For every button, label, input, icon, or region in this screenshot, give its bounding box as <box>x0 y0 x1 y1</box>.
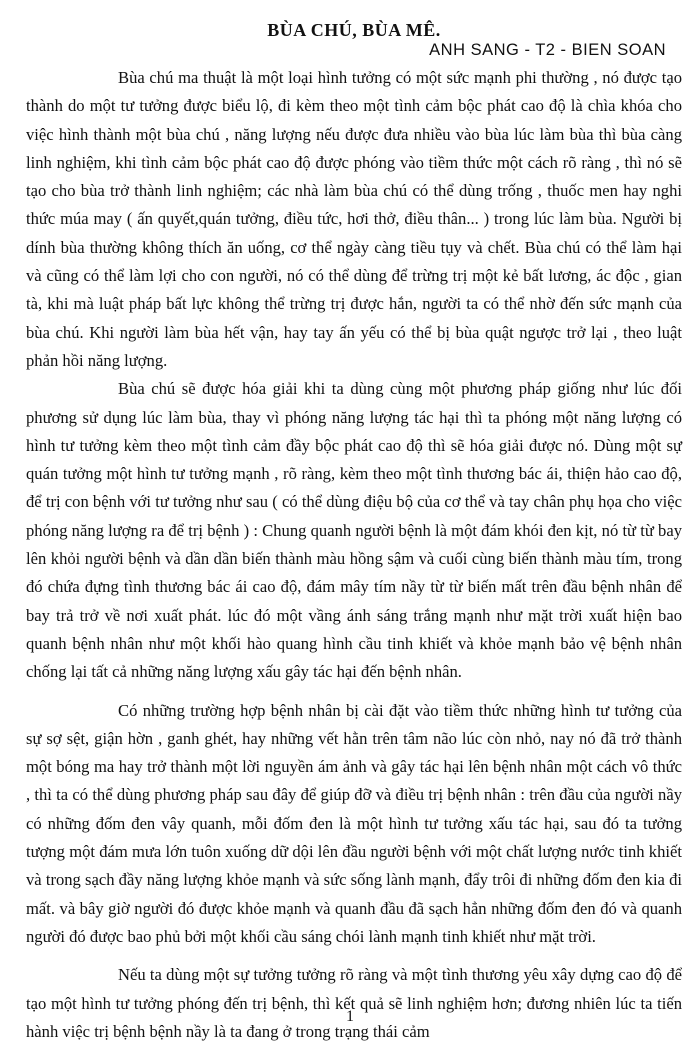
document-body <box>26 64 682 1046</box>
paragraph-1: Bùa chú ma thuật là một loại hình tưởng có một sức mạnh phi thường , nó được tạo thành do một tư tưởng được biểu lộ, đi kèm theo một tình cảm bộc phát cao độ là chìa khóa cho việc hình thành một bùa chú , năng lượng nếu được đưa nhiều vào bùa lúc làm bùa thì bùa càng linh nghiệm, khi tình cảm bộc phát cao độ được phóng vào tiềm thức một cách rõ ràng , thì nó sẽ tạo cho bùa trở thành linh nghiệm; các nhà làm bùa chú có thể dùng trống , thuốc men hay nghi thức múa may ( ấn quyết,quán tưởng, điều tức, hơi thở, điều thân... ) trong lúc làm bùa. Người bị dính bùa thường không thích ăn uống, cơ thể ngày càng tiều tụy và chết. Bùa chú có thể làm hại và cũng có thể làm lợi cho con người, nó có thể dùng để trừng trị một kẻ bất lương, ác độc , gian tà, khi mà luật pháp bất lực không thể trừng trị được hắn, người ta có thể nhờ đến sức mạnh của bùa chú. Khi người làm bùa hết vận, hay tay ấn yếu có thể bị bùa quật ngược trở lại , theo luật phản hồi năng lượng. <box>26 68 682 370</box>
paragraph-2: Bùa chú sẽ được hóa giải khi ta dùng cùng một phương pháp giống như lúc đối phương sử dụng lúc làm bùa, thay vì phóng năng lượng tác hại thì ta phóng một năng lượng có hình tư tưởng kèm theo một tình cảm đầy bộc phát cao độ thì sẽ hóa giải được nó. Dùng một sự quán tưởng một hình tư tưởng mạnh , rõ ràng, kèm theo một tình thương bác ái, thiện hảo cao độ, để trị con bệnh với tư tưởng như sau ( có thể dùng điệu bộ của cơ thể và tay chân phụ họa cho việc phóng năng lượng ra để trị bệnh ) : Chung quanh người bệnh là một đám khói đen kịt, nó từ từ bay lên khỏi người bệnh và dần dần biến thành màu hồng sậm và cuối cùng biến thành màu tím, trong đó chứa đựng tình thương bác ái cao độ, đám mây tím nầy từ từ biến mất trên đầu bệnh nhân để bay trả trở về nơi xuất phát. lúc đó một vầng ánh sáng trắng mạnh như mặt trời xuất hiện bao quanh bệnh nhân như một khối hào quang hình cầu tinh khiết và khỏe mạnh bảo vệ bệnh nhân chống lại tất cả những năng lượng xấu gây tác hại đến bệnh nhân. <box>26 379 682 682</box>
document-subtitle: ANH SANG - T2 - BIEN SOAN <box>429 41 666 59</box>
document-title: BÙA CHÚ, BÙA MÊ. <box>267 20 441 40</box>
paragraph-3: Có những trường hợp bệnh nhân bị cài đặt vào tiềm thức những hình tư tưởng của sự sợ sệt, giận hờn , ganh ghét, hay những vết hằn trên tâm não lúc còn nhỏ, nay nó đã trở thành một bóng ma hay trở thành một lời nguyền ám ảnh và gây tác hại lên bệnh nhân một cách vô thức , thì ta có thể dùng phương pháp sau đây để giúp đỡ và điều trị bệnh nhân : trên đầu của người nầy có những đốm đen vây quanh, mỗi đốm đen là một hình tư tưởng xấu tác hại, sau đó ta tưởng tượng một đám mưa lớn tuôn xuống dữ dội lên đầu người bệnh với một chất lượng nước tinh khiết và trong sạch đầy năng lượng khỏe mạnh và sức sống lành mạnh, đẩy trôi đi những đốm đen kia đi mất. và bây giờ người đó được khỏe mạnh và quanh đầu đã sạch hẳn những đốm đen đó và quanh người đó được bao phủ bởi một khối cầu sáng chói lành mạnh tinh khiết như mặt trời. <box>26 700 682 946</box>
page-number: 1 <box>346 1008 354 1025</box>
paragraph-4: Nếu ta dùng một sự tưởng tưởng rõ ràng và một tình thương yêu xây dựng cao độ để tạo một hình tư tưởng phóng đến trị bệnh, thì kết quả sẽ linh nghiệm hơn; đương nhiên lúc ta tiến hành việc trị bệnh bệnh nầy là ta đang ở trong trạng thái cảm <box>26 965 682 1041</box>
